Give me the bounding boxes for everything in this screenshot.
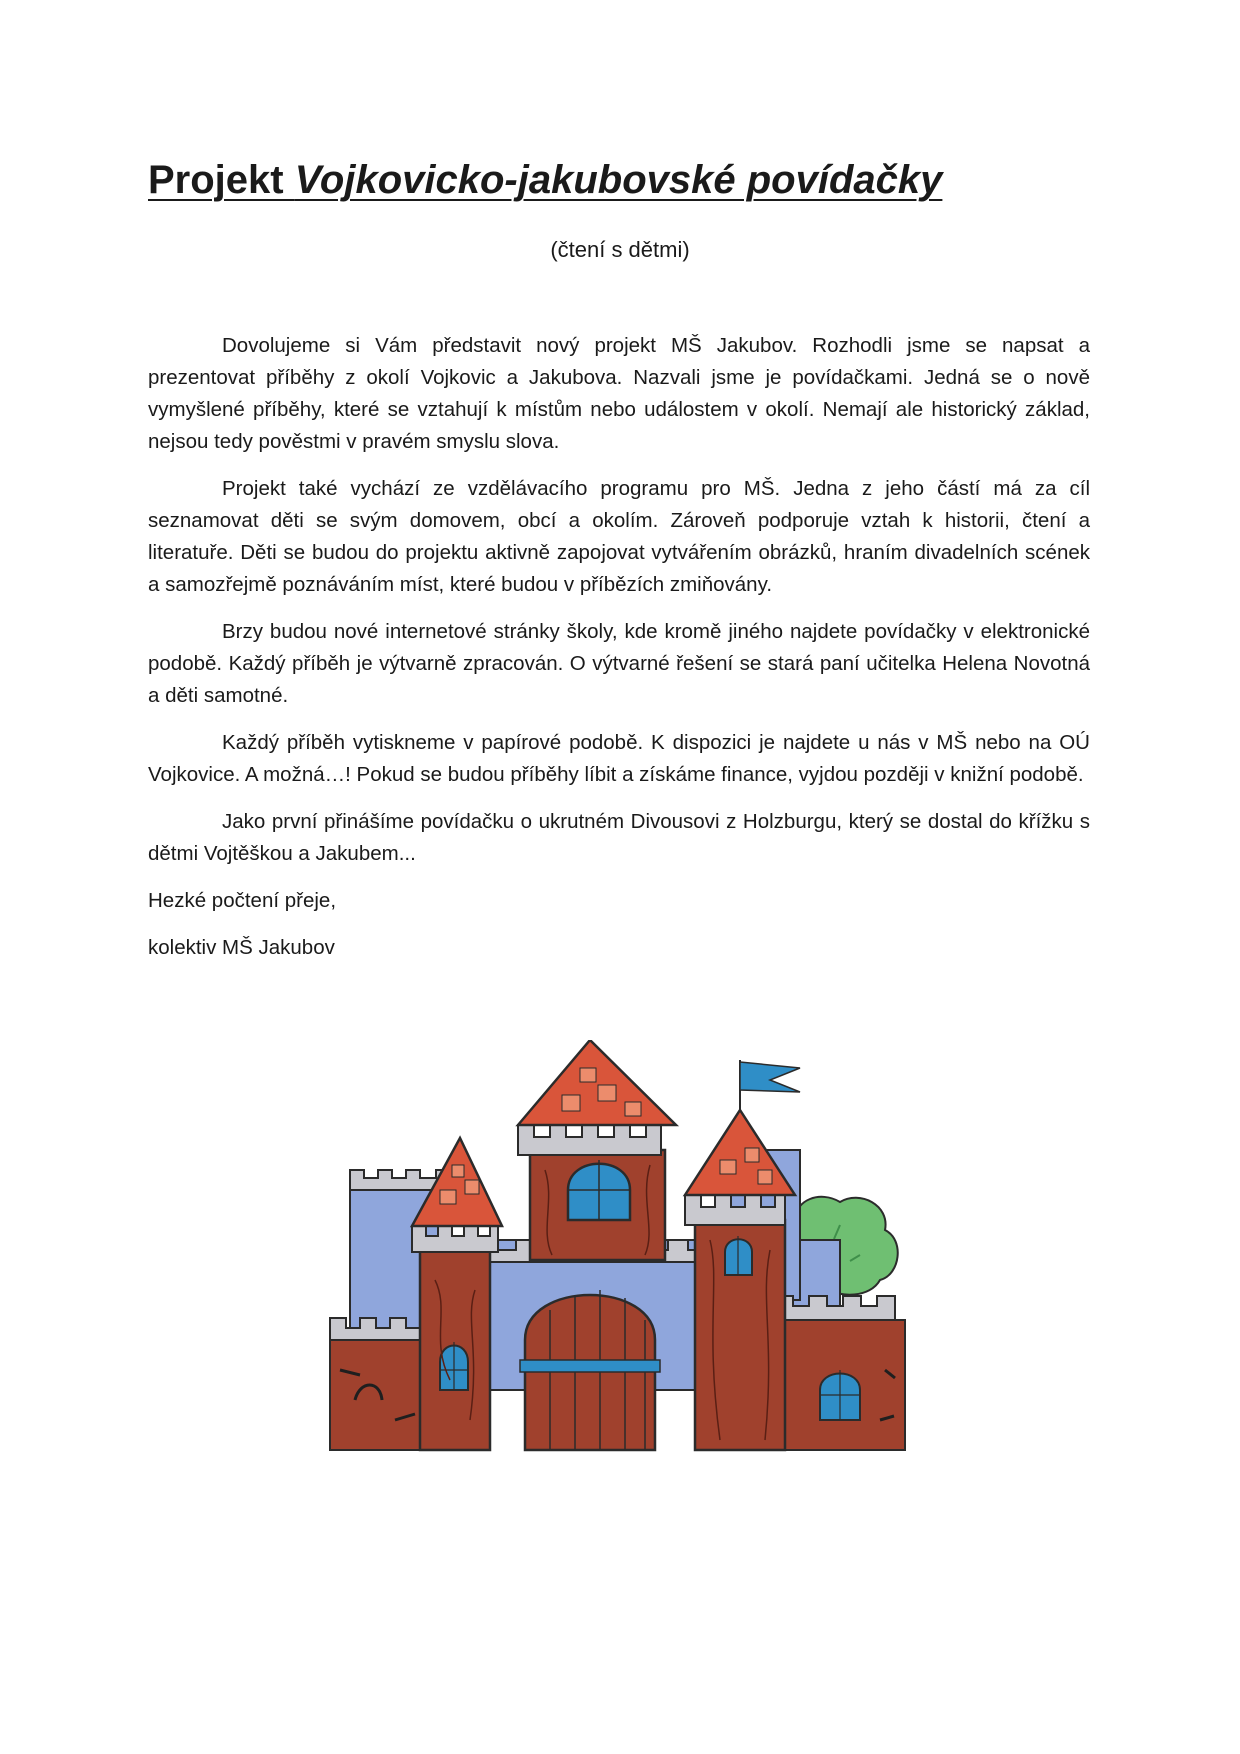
paragraph-5: Jako první přinášíme povídačku o ukrutném Divousovi z Holzburgu, který se dostal do křížku s dětmi Vojtěškou a Jakubem... (148, 810, 1090, 865)
closing-signature: kolektiv MŠ Jakubov (148, 936, 335, 959)
right-tower-icon (685, 1060, 800, 1450)
central-tower-icon (518, 1040, 676, 1260)
castle-illustration (300, 1040, 940, 1520)
paragraph-4: Každý příběh vytiskneme v papírové podobě. K dispozici je najdete u nás v MŠ nebo na OÚ Vojkovice. A možná…! Pokud se budou příběhy líbit a získáme finance, vyjdou později v knižní podobě. (148, 731, 1090, 786)
paragraph-2: Projekt také vychází ze vzdělávacího programu pro MŠ. Jedna z jeho částí má za cíl seznamovat děti se svým domovem, obcí a okolím. Zároveň podporuje vztah k historii, čtení a literatuře. Děti se budou do projektu aktivně zapojovat vytvářením obrázků, hraním divadelních scének a samozřejmě poznáváním míst, které budou v příbězích zmiňovány. (148, 477, 1090, 596)
document-subtitle: (čtení s dětmi) (550, 237, 690, 262)
document-title (148, 150, 942, 210)
flag-icon (740, 1062, 800, 1092)
castle-drawing-icon (300, 1040, 940, 1520)
closing-greeting: Hezké počtení přeje, (148, 889, 337, 912)
gate-icon (520, 1290, 660, 1450)
document-body (148, 330, 1090, 979)
paragraph-3: Brzy budou nové internetové stránky školy, kde kromě jiného najdete povídačky v elektronické podobě. Každý příběh je výtvarně zpracován. O výtvarné řešení se stará paní učitelka Helena Novotná a děti samotné. (148, 620, 1090, 707)
title-prefix: Projekt (148, 158, 295, 202)
title-italic-part: Vojkovicko-jakubovské povídačky (294, 158, 943, 202)
paragraph-1: Dovolujeme si Vám představit nový projekt MŠ Jakubov. Rozhodli jsme se napsat a prezentovat příběhy z okolí Vojkovic a Jakubova. Nazvali jsme je povídačkami. Jedná se o nově vymyšlené příběhy, které se vztahují k místům nebo událostem v okolí. Nemají ale historický základ, nejsou tedy pověstmi v pravém smyslu slova. (148, 334, 1090, 453)
